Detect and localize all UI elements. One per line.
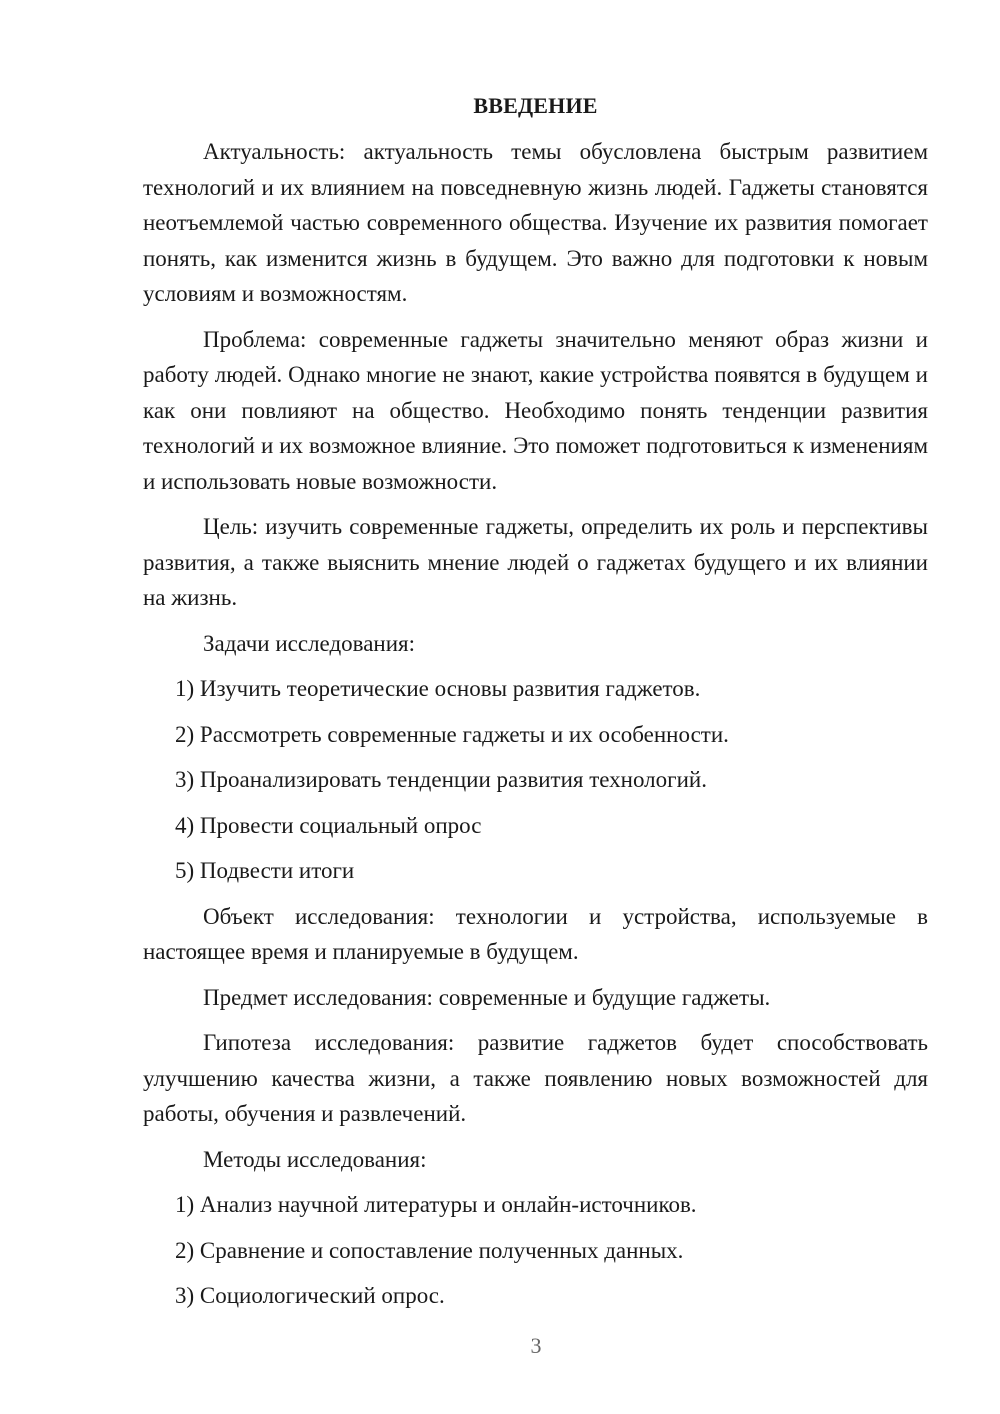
page-number: 3 <box>530 1333 542 1358</box>
page-content <box>143 93 928 1324</box>
method-item-3: 3) Социологический опрос. <box>175 1283 445 1308</box>
method-item-2: 2) Сравнение и сопоставление полученных данных. <box>175 1237 684 1263</box>
hypothesis-paragraph: Гипотеза исследования: развитие гаджетов будет способствовать улучшению качества жизни, а также появлению новых возможностей для работы, обучения и развлечений. <box>143 1030 928 1126</box>
task-item-2: 2) Рассмотреть современные гаджеты и их особенности. <box>175 721 729 747</box>
page-title: ВВЕДЕНИЕ <box>473 93 598 118</box>
goal-paragraph: Цель: изучить современные гаджеты, определить их роль и перспективы развития, а также выяснить мнение людей о гаджетах будущего и их влиянии на жизнь. <box>143 514 928 610</box>
task-item-1: 1) Изучить теоретические основы развития гаджетов. <box>175 676 701 701</box>
task-item-3: 3) Проанализировать тенденции развития технологий. <box>175 767 707 792</box>
subject-paragraph: Предмет исследования: современные и будущие гаджеты. <box>203 984 771 1010</box>
methods-heading: Методы исследования: <box>203 1146 427 1172</box>
object-paragraph: Объект исследования: технологии и устройства, используемые в настоящее время и планируемые в будущем. <box>143 903 928 964</box>
method-item-1: 1) Анализ научной литературы и онлайн-источников. <box>175 1192 697 1217</box>
task-item-5: 5) Подвести итоги <box>175 858 355 883</box>
task-item-4: 4) Провести социальный опрос <box>175 812 482 838</box>
relevance-paragraph: Актуальность: актуальность темы обусловлена быстрым развитием технологий и их влиянием на повседневную жизнь людей. Гаджеты становятся неотъемлемой частью современного общества. Изучение их развития помогает понять, как изменится жизнь в будущем. Это важно для подготовки к новым условиям и возможностям. <box>143 139 928 306</box>
tasks-heading: Задачи исследования: <box>203 630 416 656</box>
problem-paragraph: Проблема: современные гаджеты значительно меняют образ жизни и работу людей. Однако многие не знают, какие устройства появятся в будущем и как они повлияют на общество. Необходимо понять тенденции развития технологий и их возможное влияние. Это поможет подготовиться к изменениям и использовать новые возможности. <box>143 326 928 494</box>
